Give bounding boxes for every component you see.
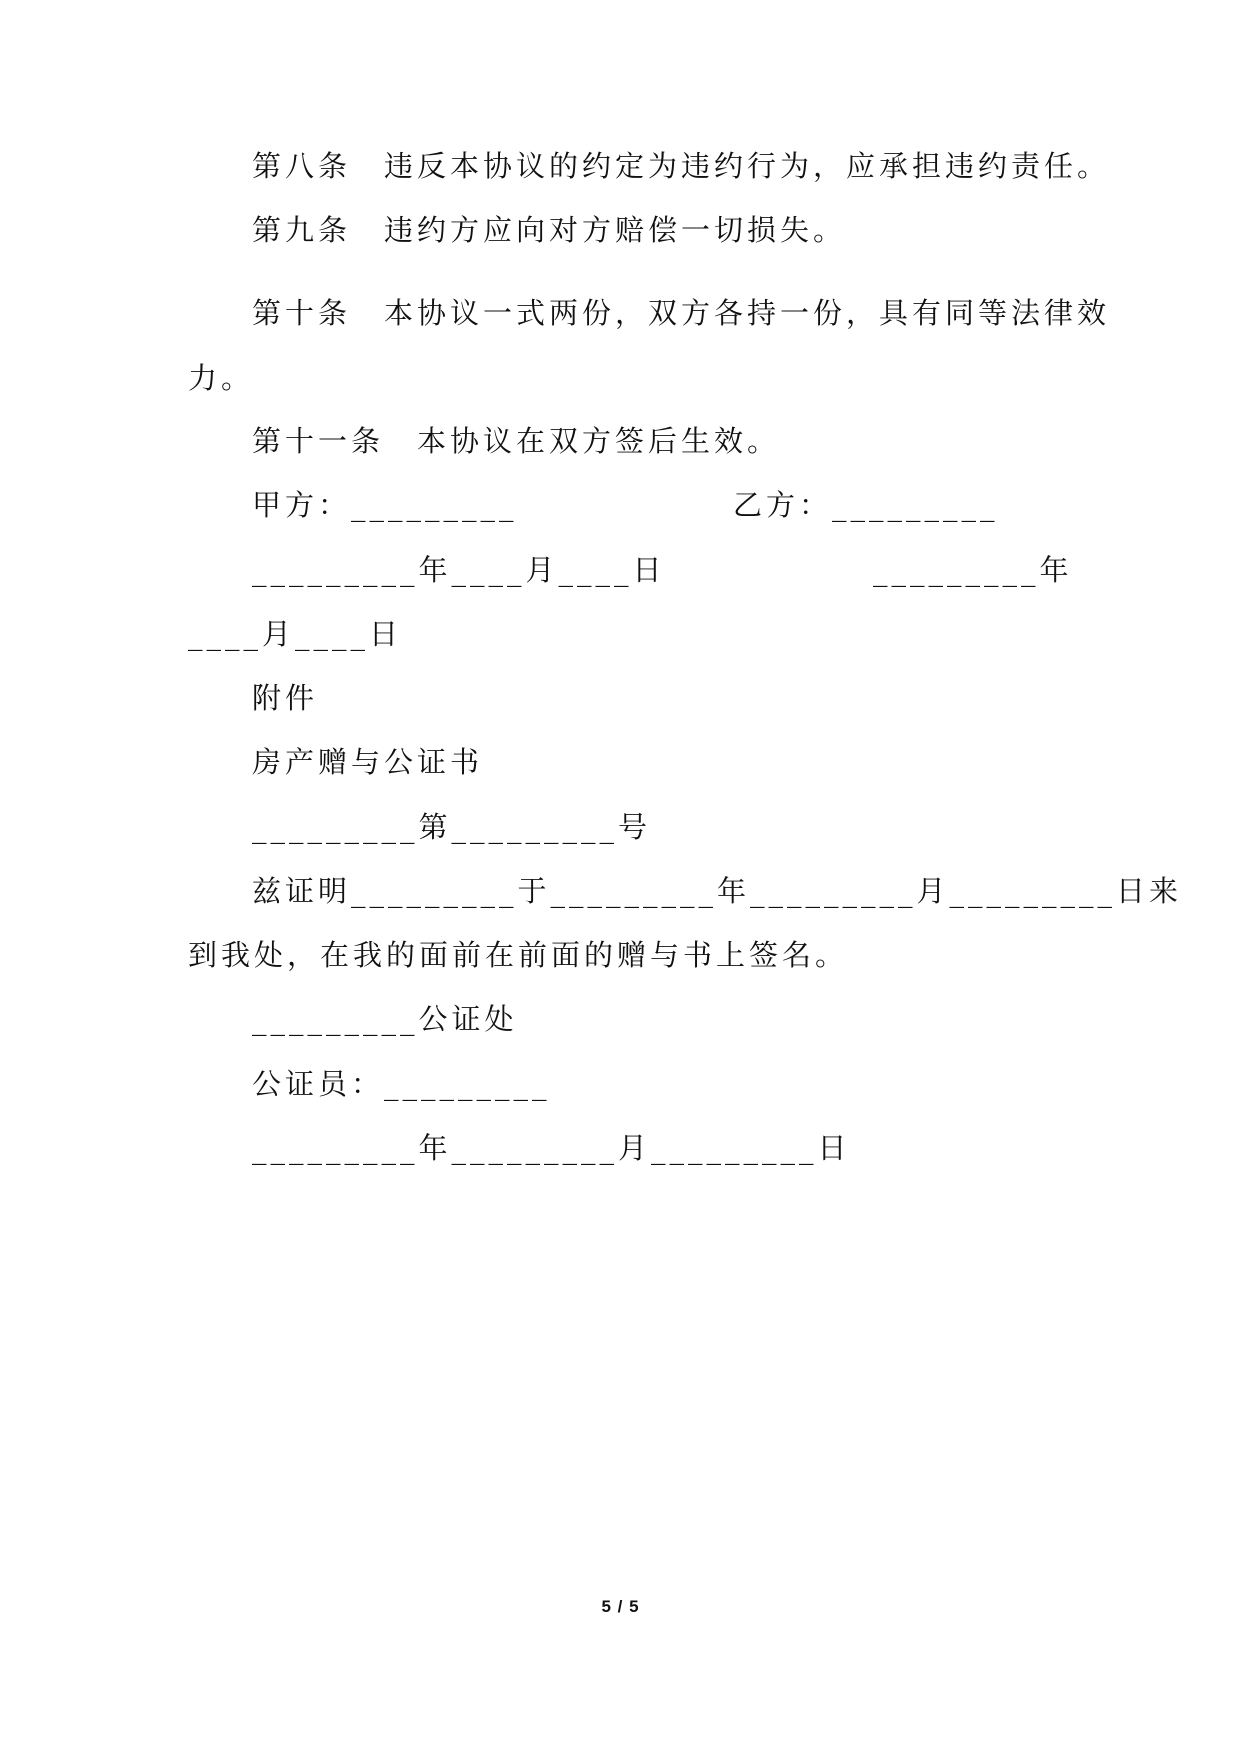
- certificate-number: _________第_________号: [252, 810, 652, 844]
- party-a-date: _________年____月____日: [252, 553, 666, 587]
- article-11: 第十一条 本协议在双方签后生效。: [252, 424, 781, 458]
- certification-text: 兹证明_________于_________年_________月_________日来: [252, 874, 1183, 908]
- notary-officer: 公证员：_________: [252, 1067, 551, 1101]
- page-number: 5 / 5: [601, 1597, 640, 1616]
- attachment-heading: 附件: [252, 681, 319, 715]
- article-10: 第十条 本协议一式两份，双方各持一份，具有同等法律效: [252, 296, 1111, 330]
- party-a-signature: 甲方：_________: [252, 488, 518, 522]
- article-10-continued: 力。: [188, 361, 255, 395]
- article-8: 第八条 违反本协议的约定为违约行为，应承担违约责任。: [252, 149, 1111, 183]
- notarial-certificate-title: 房产赠与公证书: [252, 745, 484, 779]
- certification-text-continued: 到我处，在我的面前在前面的赠与书上签名。: [188, 938, 849, 972]
- party-b-signature: 乙方：_________: [733, 488, 999, 522]
- party-b-date-year: _________年: [873, 553, 1073, 587]
- party-b-date-month-day: ____月____日: [188, 617, 403, 651]
- notary-date: _________年_________月_________日: [252, 1131, 851, 1165]
- notary-office: _________公证处: [252, 1002, 518, 1036]
- article-9: 第九条 违约方应向对方赔偿一切损失。: [252, 213, 847, 247]
